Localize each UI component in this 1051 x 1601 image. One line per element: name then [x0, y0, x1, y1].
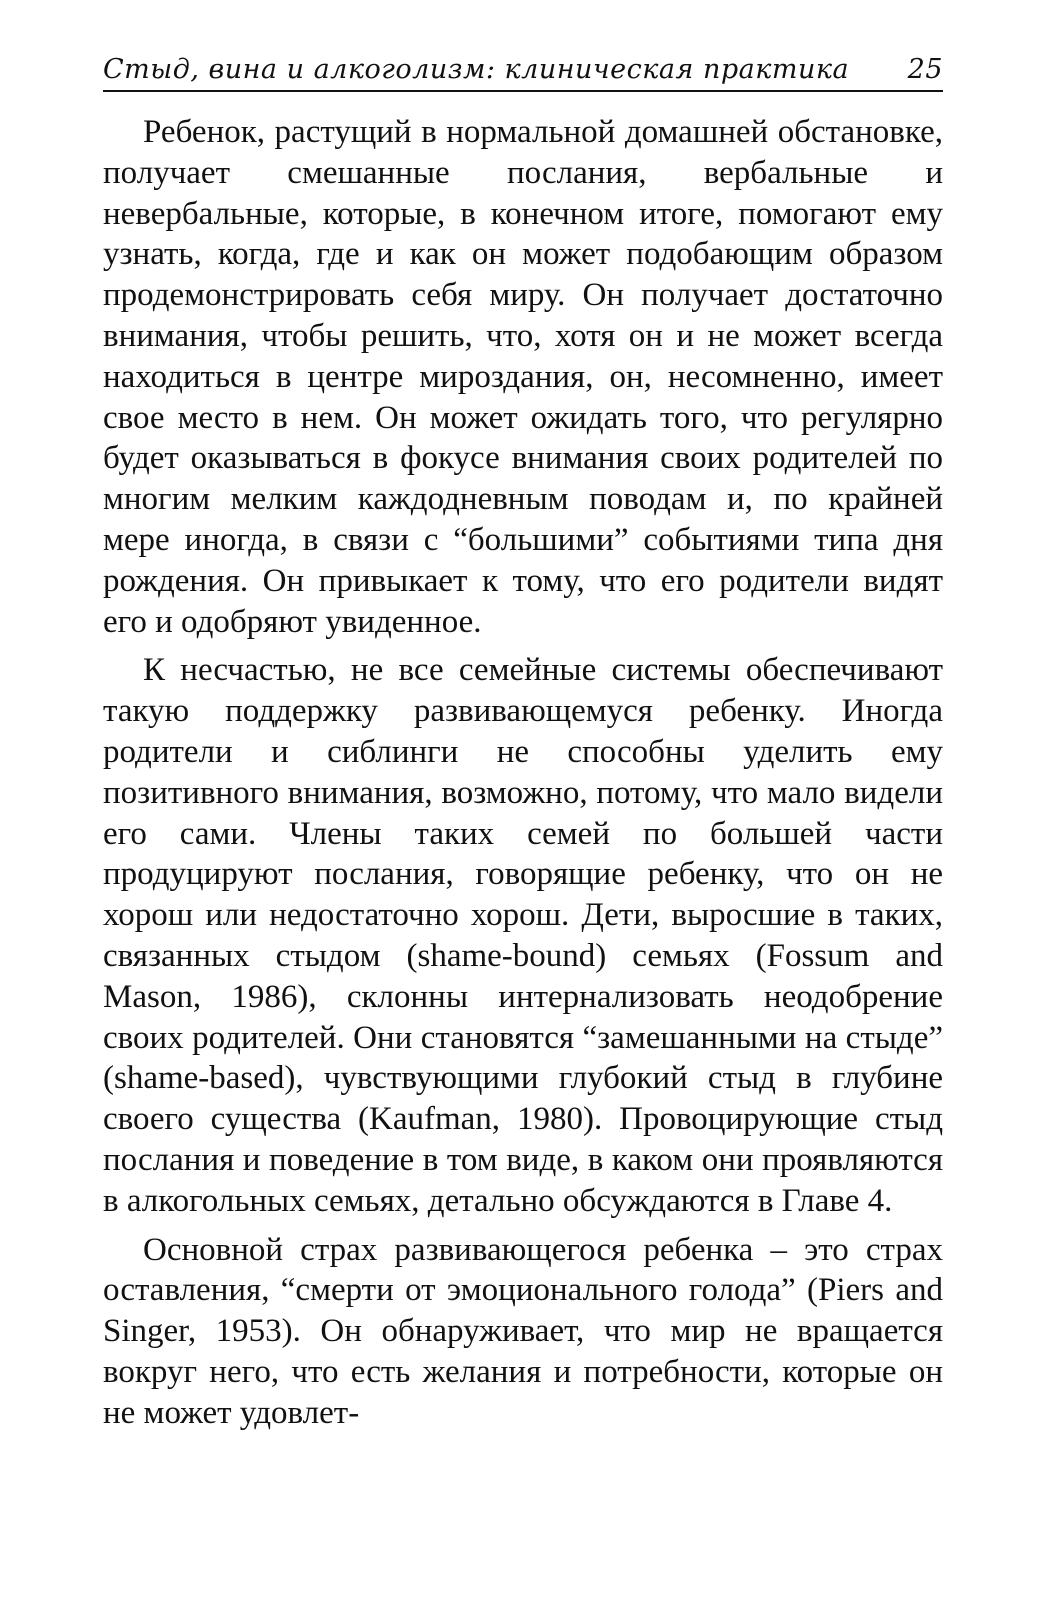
page-number: 25: [907, 54, 943, 85]
body-text: [103, 112, 943, 1434]
running-title: Стыд, вина и алкоголизм: клиническая практика: [103, 54, 850, 85]
paragraph-2: К несчастью, не все семейные системы обеспечивают такую поддержку развивающемуся ребенку. Иногда родители и сиблинги не способны уделить ему позитивного внимания, возможно, потому, что мало видели его сами. Члены таких семей по большей части продуцируют послания, говорящие ребенку, что он не хорош или недостаточно хорош. Дети, выросшие в таких, связанных стыдом (shame-bound) семьях (Fossum and Mason, 1986), склонны интернализовать неодобрение своих родителей. Они становятся “замешанными на стыде” (shame-based), чувствующими глубокий стыд в глубине своего существа (Kaufman, 1980). Провоцирующие стыд послания и поведение в том виде, в каком они проявляются в алкогольных семьях, детально обсуждаются в Главе 4.: [103, 652, 943, 1219]
paragraph-3: Основной страх развивающегося ребенка – это страх оставления, “смерти от эмоционального голода” (Piers and Singer, 1953). Он обнаруживает, что мир не вращается вокруг него, что есть желания и потребности, которые он не может удовлет-: [103, 1231, 943, 1431]
running-header: [103, 50, 943, 92]
book-page: [103, 50, 943, 1442]
paragraph-1: Ребенок, растущий в нормальной домашней обстановке, получает смешанные послания, вербальные и невербальные, которые, в конечном итоге, помогают ему узнать, когда, где и как он может подобающим образом продемонстрировать себя миру. Он получает достаточно внимания, чтобы решить, что, хотя он и не может всегда находиться в центре мироздания, он, несомненно, имеет свое место в нем. Он может ожидать того, что регулярно будет оказываться в фокусе внимания своих родителей по многим мелким каждодневным поводам и, по крайней мере иногда, в связи с “большими” событиями типа дня рождения. Он привыкает к тому, что его родители видят его и одобряют увиденное.: [103, 114, 943, 640]
